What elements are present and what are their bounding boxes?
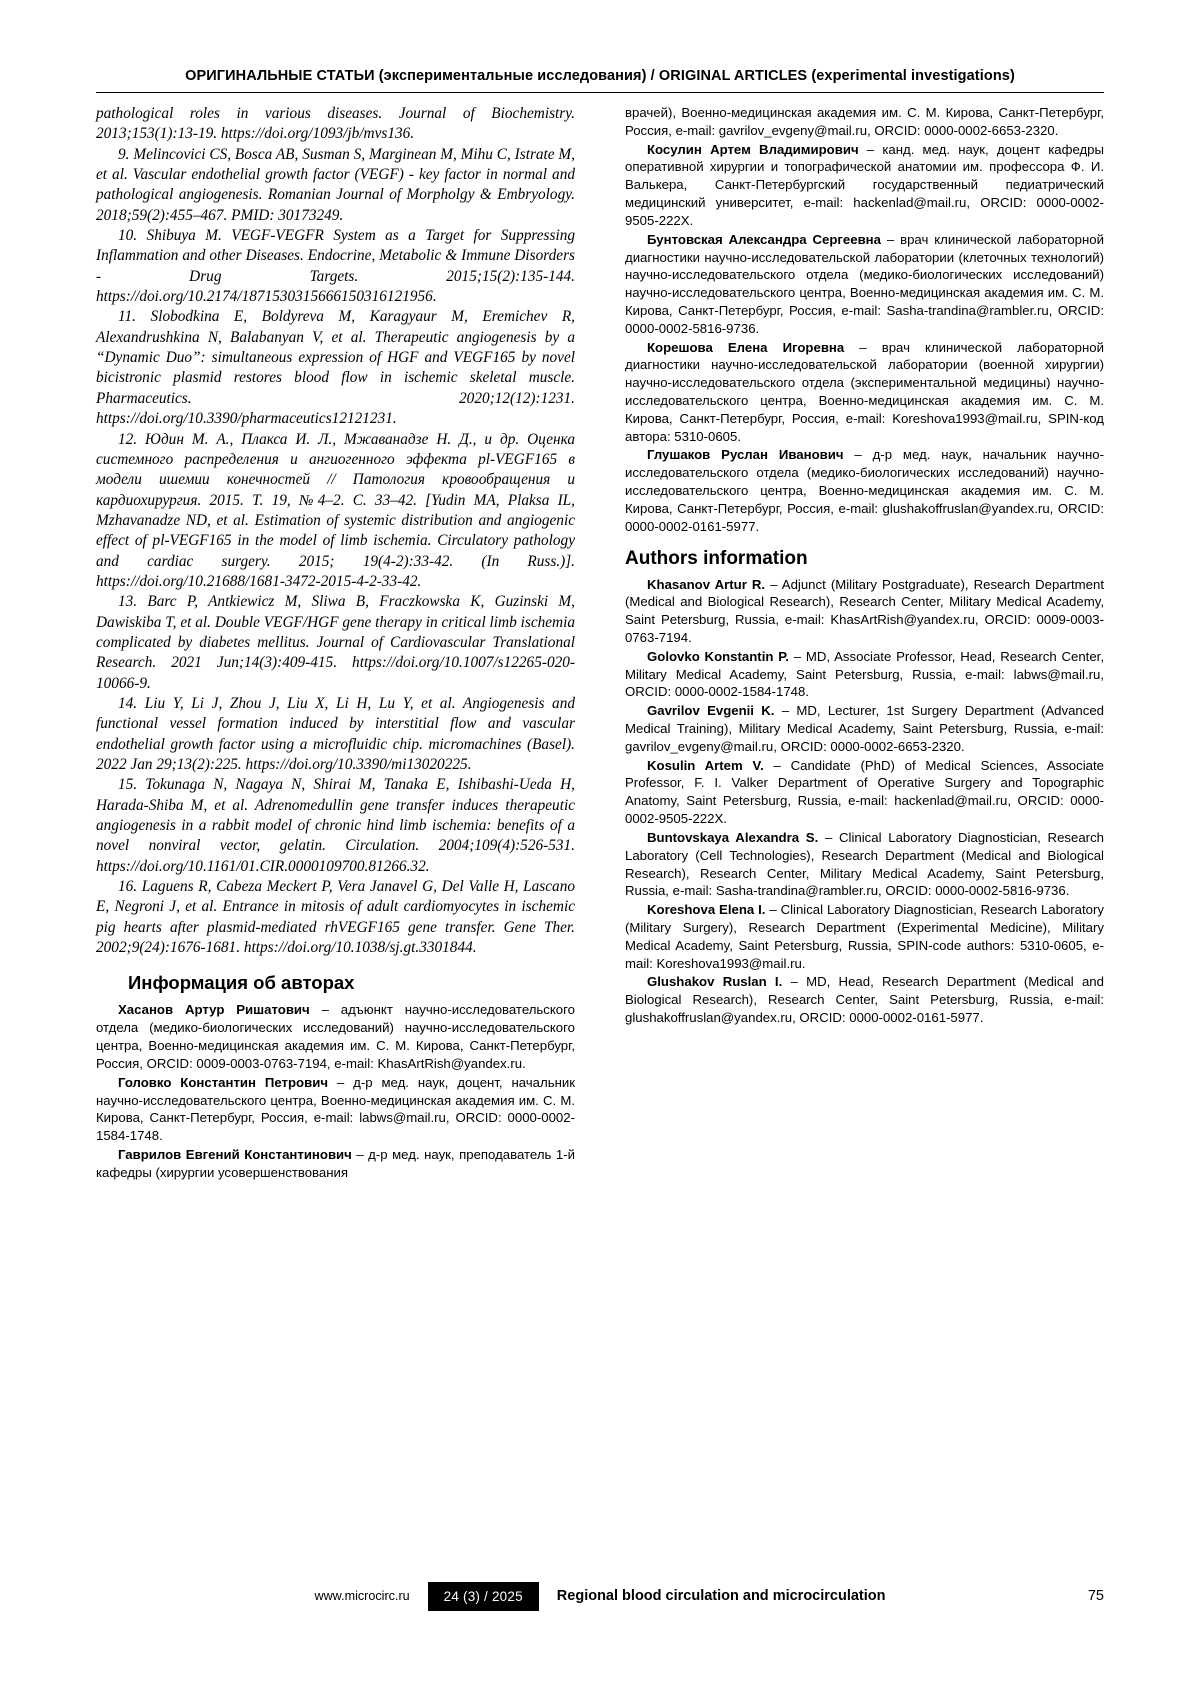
reference-item: 15. Tokunaga N, Nagaya N, Shirai M, Tanaka E, Ishibashi-Ueda H, Harada-Shiba M, et al. Adrenomedullin gene transfer induces therapeutic angiogenesis in a rabbit model of chronic hind limb ischemia: benefits of a novel nonviral vector, gelatin. Circulation. 2004;109(4):526-531. https://doi.org/10.1161/01.CIR.0000109700.81266.32.: [96, 776, 575, 875]
author-entry: [625, 231, 1104, 338]
reference-item: 14. Liu Y, Li J, Zhou J, Liu X, Li H, Lu Y, et al. Angiogenesis and functional vessel formation induced by interstitial flow and vascular endothelial growth factor using a microfluidic chip. micromachines (Basel). 2022 Jan 29;13(2):225. https://doi.org/10.3390/mi13020225.: [96, 694, 575, 773]
author-name: Головко Константин Петрович: [118, 1074, 328, 1090]
author-details: – MD, Associate Professor, Head, Research Center, Military Medical Academy, Saint Petersburg, Russia, e-mail: labws@mail.ru, ORCID: 0000-0002-1584-1748.: [625, 648, 1104, 700]
reference-item: 12. Юдин М. А., Плакса И. Л., Мжаванадзе Н. Д., и др. Оценка системного распределения и ангиогенного эффекта pl-VEGF165 в модели ишемии конечностей // Патология кровообращения и кардиохирургия. 2015. Т. 19, №4–2. С. 33–42. [Yudin MA, Plaksa IL, Mzhavanadze ND, et al. Estimation of systemic distribution and angiogenic effect of pl-VEGF165 in the model of limb ischemia. Circulatory pathology and cardiac surgery. 2015; 19(4-2):33-42. (In Russ.)]. https://doi.org/10.21688/1681-3472-2015-4-2-33-42.: [96, 430, 575, 590]
reference-item: pathological roles in various diseases. Journal of Biochemistry. 2013;153(1):13-19. https://doi.org/1093/jb/mvs136.: [96, 105, 575, 143]
author-details: – д-р мед. наук, начальник научно-исследовательского отдела (медико-биологических исследований) научно-исследовательского центра, Военно-медицинская академия им. С. М. Кирова, Санкт-Петербург, Россия, e-mail: glushakoffruslan@yandex.ru, ORCID: 0000-0002-0161-5977.: [625, 447, 1104, 534]
reference-item: 16. Laguens R, Cabeza Meckert P, Vera Janavel G, Del Valle H, Lascano E, Negroni J, et al. Entrance in mitosis of adult cardiomyocytes in ischemic pig hearts after plasmid-mediated rhVEGF165 gene transfer. Gene Ther. 2002;9(24):1676-1681. https://doi.org/10.1038/sj.gt.3301844.: [96, 878, 575, 957]
page-footer: [96, 1581, 1104, 1611]
author-details: – врач клинической лабораторной диагностики научно-исследовательской лаборатории (клеточных технологий) научно-исследовательского отдела (медико-биологических исследований) научно-исследовательского центра, Военно-медицинская академия им. С. М. Кирова, Санкт-Петербург, Россия, e-mail: Sasha-trandina@rambler.ru, ORCID: 0000-0002-5816-9736.: [625, 231, 1104, 336]
author-details: – MD, Lecturer, 1st Surgery Department (Advanced Medical Training), Military Medical Academy, Saint Petersburg, Russia, e-mail: gavrilov_evgeny@mail.ru, ORCID: 0000-0002-6653-2320.: [625, 703, 1104, 754]
author-name: Корешова Елена Игоревна: [647, 339, 845, 355]
author-entry: [625, 141, 1104, 230]
author-details: – д-р мед. наук, доцент, начальник научно-исследовательского центра, Военно-медицинская академия им. С. М. Кирова, Санкт-Петербург, Россия, e-mail: labws@mail.ru, ORCID: 0000-0002-1584-1748.: [96, 1074, 575, 1144]
journal-title: Regional blood circulation and microcirculation: [556, 1588, 886, 1604]
author-entry: [625, 702, 1104, 755]
author-name: Kosulin Artem V.: [647, 757, 764, 773]
author-entry: [96, 1146, 575, 1182]
author-name: Косулин Артем Владимирович: [647, 141, 859, 157]
author-name: Бунтовская Александра Сергеевна: [647, 231, 881, 247]
running-head: ОРИГИНАЛЬНЫЕ СТАТЬИ (экспериментальные исследования) / ORIGINAL ARTICLES (experimental investigations): [185, 68, 1015, 84]
author-details: – Clinical Laboratory Diagnostician, Research Laboratory (Cell Technologies), Research Department (Medical and Biological Research), Research Center, Military Medical Academy, Saint Petersburg, Russia, e-mail: Sasha-trandina@rambler.ru, ORCID: 0000-0002-5816-9736.: [625, 829, 1105, 899]
author-name: Buntovskaya Alexandra S.: [647, 829, 819, 845]
authors-information-heading-ru: Информация об авторах: [128, 972, 355, 994]
author-name: Хасанов Артур Ришатович: [118, 1002, 310, 1018]
right-column: [625, 104, 1104, 1504]
author-details: – канд. мед. наук, доцент кафедры оперативной хирургии и топографической анатомии им. профессора Ф. И. Валькера, Санкт-Петербургский государственный педиатрический медицинский университет, e-mail: hackenlad@mail.ru, ORCID: 0000-0002-9505-222X.: [625, 141, 1104, 228]
reference-item: 9. Melincovici CS, Bosca AB, Susman S, Marginean M, Mihu C, Istrate M, et al. Vascular endothelial growth factor (VEGF) - key factor in normal and pathological angiogenesis. Romanian Journal of Morpholgy & Embryology. 2018;59(2):455–467. PMID: 30173249.: [96, 145, 575, 224]
author-name: Gavrilov Evgenii K.: [647, 703, 775, 719]
author-entry: [96, 1001, 575, 1072]
author-entry: [96, 1074, 575, 1145]
authors-information-heading-en: Authors information: [625, 547, 808, 569]
issue-badge: 24 (3) / 2025: [428, 1582, 539, 1611]
author-name: Глушаков Руслан Иванович: [647, 447, 844, 463]
author-details: – врач клинической лабораторной диагностики научно-исследовательской лаборатории (военной хирургии) научно-исследовательского отдела (экспериментальной медицины) научно-исследовательского центра, Военно-медицинская академия им. С. М. Кирова, Санкт-Петербург, Россия, e-mail: Koreshova1993@mail.ru, SPIN-код автора: 5310-0605.: [625, 339, 1104, 444]
author-name: Glushakov Ruslan I.: [647, 974, 783, 990]
header-rule: [96, 92, 1104, 93]
author-details: – Candidate (PhD) of Medical Sciences, Associate Professor, F. I. Valker Department of Operative Surgery and Topographic Anatomy, Saint Petersburg, Russia, e-mail: hackenlad@mail.ru, ORCID: 0000-0002-9505-222X.: [625, 757, 1104, 827]
author-entry: [625, 576, 1104, 647]
author-entry: [625, 648, 1104, 701]
author-details: – д-р мед. наук, преподаватель 1-й кафедры (хирургии усовершенствования: [96, 1146, 575, 1180]
author-name: Гаврилов Евгений Константинович: [118, 1146, 352, 1162]
two-column-body: [96, 104, 1104, 1504]
reference-item: 11. Slobodkina E, Boldyreva M, Karagyaur M, Eremichev R, Alexandrushkina N, Balabanyan V, et al. Therapeutic angiogenesis by a “Dynamic Duo”: simultaneous expression of HGF and VEGF165 by novel bicistronic plasmid restores blood flow in ischemic skeletal muscle. Pharmaceutics. 2020;12(12):1231. https://doi.org/10.3390/pharmaceutics12121231.: [96, 308, 575, 428]
author-entry: [625, 757, 1104, 828]
author-name: Khasanov Artur R.: [647, 576, 766, 592]
author-entry: [625, 446, 1104, 535]
author-details: – адъюнкт научно-исследовательского отдела (медико-биологических исследований) научно-исследовательского центра, Военно-медицинская академия им. С. М. Кирова, Санкт-Петербург, Россия, ORCID: 0009-0003-0763-7194, e-mail: KhasArtRish@yandex.ru.: [96, 1002, 575, 1071]
reference-item: 13. Barc P, Antkiewicz M, Sliwa B, Fraczkowska K, Guzinski M, Dawiskiba T, et al. Double VEGF/HGF gene therapy in critical limb ischemia complicated by diabetes mellitus. Journal of Cardiovascular Translational Research. 2021 Jun;14(3):409-415. https://doi.org/10.1007/s12265-020-10066-9.: [96, 593, 575, 692]
author-entry: [625, 973, 1104, 1026]
author-details: – Clinical Laboratory Diagnostician, Research Laboratory (Military Surgery), Research Department (Experimental Medicine), Military Medical Academy, Saint Petersburg, Russia, SPIN-code authors: 5310-0605, e-mail: Koreshova1993@mail.ru.: [625, 902, 1104, 971]
author-name: Koreshova Elena I.: [647, 902, 766, 918]
author-name: Golovko Konstantin P.: [647, 648, 789, 664]
left-column: [96, 104, 575, 1504]
author-entry: [625, 901, 1104, 972]
author-entry: [625, 829, 1104, 900]
journal-website: www.microcirc.ru: [314, 1589, 410, 1603]
page-number: 75: [1087, 1588, 1104, 1604]
author-details: – Adjunct (Military Postgraduate), Research Department (Medical and Biological Research), Research Center, Military Medical Academy, Saint Petersburg, Russia, e-mail: KhasArtRish@yandex.ru, ORCID: 0009-0003-0763-7194.: [625, 576, 1104, 645]
author-details: врачей), Военно-медицинская академия им. С. М. Кирова, Санкт-Петербург, Россия, e-mail: gavrilov_evgeny@mail.ru, ORCID: 0000-0002-6653-2320.: [625, 105, 1104, 138]
author-entry: [625, 104, 1104, 140]
reference-item: 10. Shibuya M. VEGF-VEGFR System as a Target for Suppressing Inflammation and other Diseases. Endocrine, Metabolic & Immune Disorders - Drug Targets. 2015;15(2):135-144. https://doi.org/10.2174/1871530315666150316121956.: [96, 227, 575, 306]
author-details: – MD, Head, Research Department (Medical and Biological Research), Research Center, Saint Petersburg, Russia, e-mail: glushakoffruslan@yandex.ru, ORCID: 0000-0002-0161-5977.: [625, 974, 1104, 1025]
author-entry: [625, 339, 1104, 446]
